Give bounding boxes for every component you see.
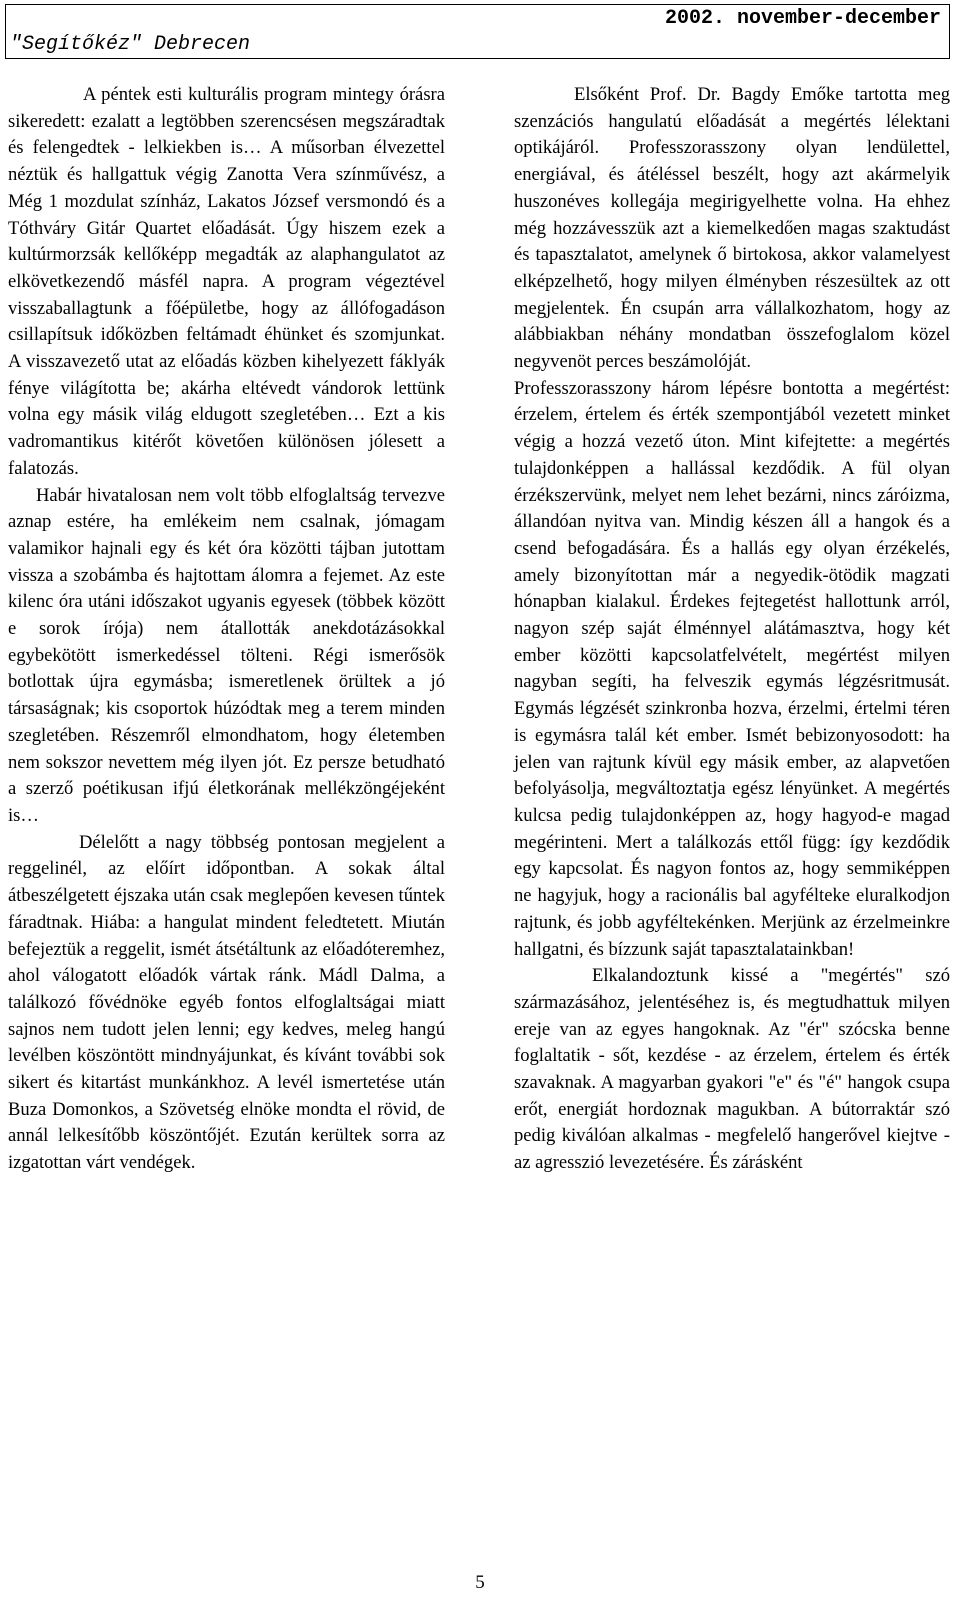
left-paragraph-1: A péntek esti kulturális program mintegy órásra sikeredett: ezalatt a legtöbben szerencsésen megszáradtak és felengedtek - lelkiekben is… A műsorban élvezettel néztük és hallgattuk végig Zanotta Vera színművész, a Még 1 mozdulat színház, Lakatos József versmondó és a Tóthváry Gitár Quartet előadását. Úgy hiszem ezek a kultúrmorzsák kellőképp megadták az alaphangulatot az elkövetkezendő másfél napra. A program végeztével visszaballagtunk a főépületbe, hogy az állófogadáson csillapítsuk időközben feltámadt éhünket és szomjunkat. A visszavezető utat az előadás közben kihelyezett fáklyák fénye világította be; akárha eltévedt vándorok lettünk volna egy másik világ eldugott szegletében… Ezt a kis vadromantikus kitérőt követően különösen jólesett a falatozás. [8, 84, 445, 479]
right-paragraph-2: Professzorasszony három lépésre bontotta a megértést: érzelem, értelem és érték szempontjából vezetett minket végig a hozzá vezető úton. Mint kifejtette: a megértés tulajdonképpen a hallással kezdődik. A fül olyan érzékszervünk, melyet nem lehet bezárni, nincs záróizma, állandóan nyitva van. Mindig készen áll a hangok és a csend befogadására. És a hallás egy olyan érzékelés, amely bizonyítottan már a negyedik-ötödik magzati hónapban kialakul. Érdekes fejtegetést hallottunk arról, nagyon szép saját élménnyel alátámasztva, hogy két ember közötti kapcsolatfelvételt, megértést milyen nagyban segíti, ha felveszik egymás légzésritmusát. Egymás légzését szinkronba hozva, érzelmi, értelmi téren is egymásra talál két ember. Ismét bebizonyosodott: ha jelen van rajtunk kívül egy másik ember, az alapvetően befolyásolja, megváltoztatja egész lényünket. A megértés kulcsa pedig tulajdonképpen az, hogy hagyod-e magad megérinteni. Mert a találkozás ettől függ: így kezdődik egy kapcsolat. És nagyon fontos az, hogy semmiképpen ne hagyjuk, hogy a racionális bal agyfélteke eluralkodjon rajtunk, és jobb agyféltekénken. Merjünk az érzelmeinkre hallgatni, és bízzunk saját tapasztalatainkban! [514, 377, 950, 960]
page-header [5, 4, 950, 59]
right-paragraph-1: Elsőként Prof. Dr. Bagdy Emőke tartotta meg szenzációs hangulatú előadását a megértés lélektani optikájáról. Professzorasszony olyan lendülettel, energiával, és átéléssel beszélt, hogy azt akármelyik huszonéves kollegája megirigyelhette volna. Ha ehhez még hozzávesszük azt a kiemelkedően magas szaktudást és tapasztalatot, amelynek ő birtokosa, akkor valamelyest elképzelhető, hogy milyen élményben részesültek az ott megjelentek. Én csupán arra vállalkozhatom, hogy az alábbiakban néhány mondatban összefoglalom közel negyvenöt perces beszámolóját. [514, 84, 950, 373]
left-paragraph-3: Délelőtt a nagy többség pontosan megjelent a reggelinél, az előírt időpontban. A sokak által átbeszélgetett éjszaka után csak meglepően kevesen tűntek fáradtnak. Hiába: a hangulat mindent feledtetett. Miután befejeztük a reggelit, ismét átsétáltunk az előadóteremhez, ahol válogatott előadók vártak ránk. Mádl Dalma, a találkozó fővédnöke egyéb fontos elfoglaltságai miatt sajnos nem tudott jelen lenni; egy kedves, meleg hangú levélben köszöntött mindnyájunkat, és kívánt további sok sikert és kitartást munkánkhoz. A levél ismertetése után Buza Domonkos, a Szövetség elnöke mondta el rövid, de annál lelkesítőbb köszöntőjét. Ezután kerültek sorra az izgatottan várt vendégek. [8, 831, 445, 1174]
left-paragraph-2: Habár hivatalosan nem volt több elfoglaltság tervezve aznap estére, ha emlékeim nem csalnak, jómagam valamikor hajnali egy és két óra közötti tájban jutottam vissza a szobámba és hajtottam álomra a fejemet. Az este kilenc óra utáni időszakot ugyanis egyesek (többek között e sorok írója) nem átallották anekdotázásokkal egybekötött ismerkedéssel tölteni. Régi ismerősök botlottak újra egymásba; ismeretlenek örültek a jó társaságnak; kis csoportok húzódtak meg a terem minden szegletében. Részemről elmondhatom, hogy életemben nem sokszor nevettem még ilyen jót. Ez persze betudható a szerző poétikusan ifjú életkorának mellékzöngéjeként is… [8, 484, 445, 826]
right-paragraph-3: Elkalandoztunk kissé a "megértés" szó származásához, jelentéséhez is, és megtudhattuk milyen ereje van az egyes hangoknak. Az "ér" szócska benne foglaltatik - sőt, kezdése - az érzelem, értelem és érték szavaknak. A magyarban gyakori "e" és "é" hangok csupa erőt, energiát hordoznak magukban. A bútorraktár szó pedig kiválóan alkalmas - megfelelő hangerővel kiejtve - az agresszió levezetésére. És zárásként [514, 965, 950, 1174]
header-publication: "Segítőkéz" Debrecen [10, 33, 251, 56]
right-column [514, 82, 950, 1177]
page-number: 5 [475, 1572, 485, 1593]
header-date: 2002. november-december [664, 7, 941, 30]
left-column [8, 82, 445, 1177]
